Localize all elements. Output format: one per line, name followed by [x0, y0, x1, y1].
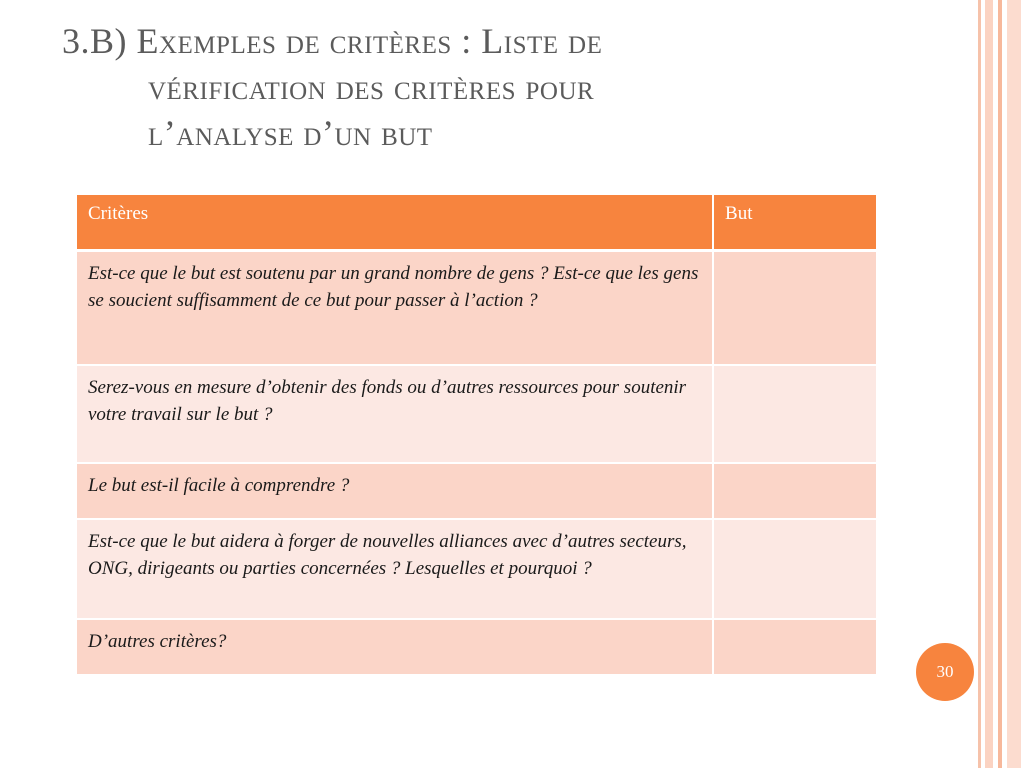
but-cell — [713, 251, 877, 366]
decorative-stripe — [985, 0, 993, 768]
title-line-1: 3.B) Exemples de critères : Liste de — [62, 21, 603, 61]
but-cell — [713, 519, 877, 619]
criterion-cell: Le but est-il facile à comprendre ? — [76, 463, 713, 519]
criterion-cell: Est-ce que le but aidera à forger de nouvelles alliances avec d’autres secteurs, ONG, dirigeants ou parties concernées ? Lesquelles et pourquoi ? — [76, 519, 713, 619]
but-cell — [713, 619, 877, 675]
criterion-cell: D’autres critères? — [76, 619, 713, 675]
table-row — [76, 463, 877, 519]
table-row — [76, 365, 877, 463]
criterion-cell: Serez-vous en mesure d’obtenir des fonds ou d’autres ressources pour soutenir votre travail sur le but ? — [76, 365, 713, 463]
criterion-cell: Est-ce que le but est soutenu par un grand nombre de gens ? Est-ce que les gens se soucient suffisamment de ce but pour passer à l’action ? — [76, 251, 713, 366]
but-cell — [713, 463, 877, 519]
slide-title — [62, 18, 922, 156]
header-but: But — [713, 194, 877, 251]
decorative-stripe — [998, 0, 1002, 768]
table-header-row — [76, 194, 877, 251]
title-line-2: vérification des critères pour — [148, 67, 595, 107]
table-row — [76, 251, 877, 366]
page-number-badge: 30 — [916, 643, 974, 701]
decorative-stripe — [978, 0, 981, 768]
decorative-stripe — [1007, 0, 1021, 768]
but-cell — [713, 365, 877, 463]
table-row — [76, 619, 877, 675]
criteria-table — [75, 193, 878, 676]
header-criteres: Critères — [76, 194, 713, 251]
title-line-3: l’analyse d’un but — [148, 113, 433, 153]
table-row — [76, 519, 877, 619]
